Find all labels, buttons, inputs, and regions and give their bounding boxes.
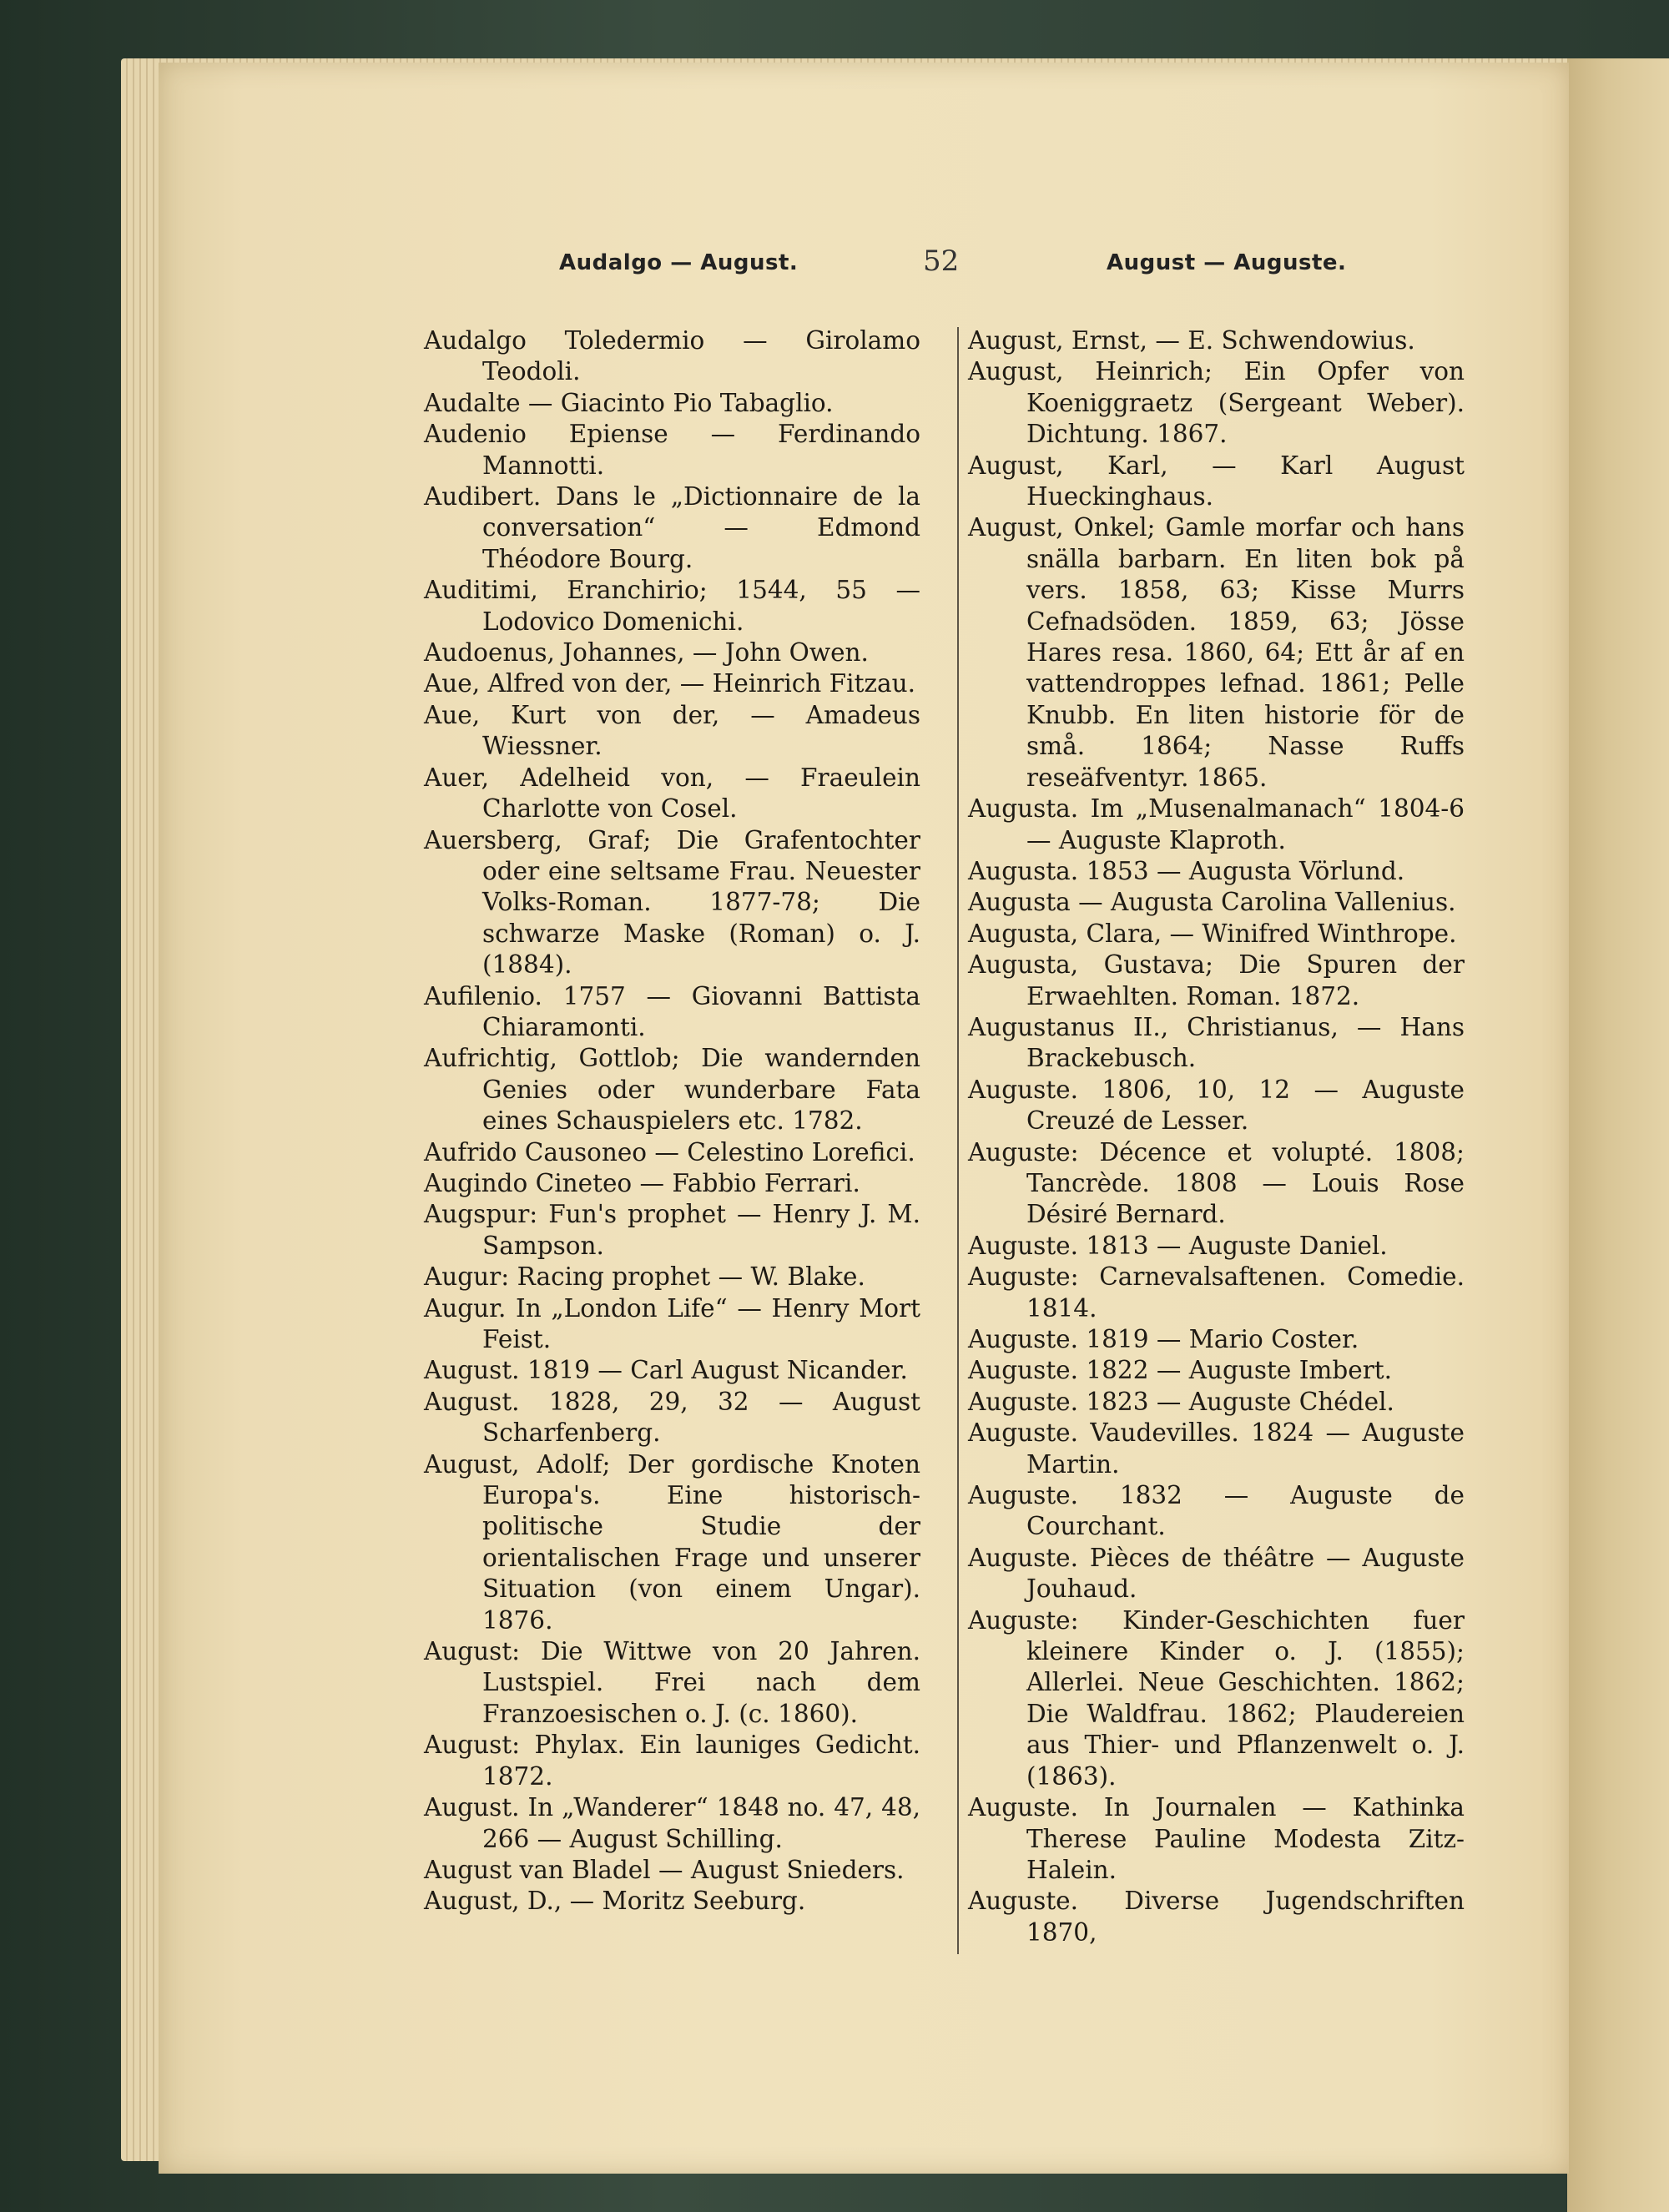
index-entry: Audenio Epiense — Ferdinando Mannotti. [424, 420, 920, 480]
index-entry: August: Die Wittwe von 20 Jahren. Lustspiel. Frei nach dem Franzoesischen o. J. (c. 1860). [424, 1637, 920, 1728]
index-entry: August, Heinrich; Ein Opfer von Koeniggraetz (Sergeant Weber). Dichtung. 1867. [968, 357, 1465, 449]
index-entry: August, Ernst, — E. Schwendowius. [968, 326, 1415, 355]
index-entry: Audalgo Toledermio — Girolamo Teodoli. [424, 326, 920, 386]
index-entry: August. 1828, 29, 32 — August Scharfenberg. [424, 1387, 920, 1448]
index-entry: Augur: Racing prophet — W. Blake. [424, 1262, 865, 1292]
index-entry: Auguste. Vaudevilles. 1824 — Auguste Martin. [968, 1418, 1465, 1479]
running-head-right: August — Auguste. [1107, 250, 1347, 275]
index-entry: August, Onkel; Gamle morfar och hans snälla barbarn. En liten bok på vers. 1858, 63; Kisse Murrs Cefnadsöden. 1859, 63; Jösse Hares resa. 1860, 64; Ett år af en vattendroppes lefnad. 1861; Pelle Knubb. En liten historie för de små. 1864; Nasse Ruffs reseäfventyr. 1865. [968, 513, 1465, 792]
index-entry: Audibert. Dans le „Dictionnaire de la conversation“ — Edmond Théodore Bourg. [424, 482, 920, 573]
index-entry: August: Phylax. Ein launiges Gedicht. 1872. [424, 1731, 920, 1791]
index-entry: Audalte — Giacinto Pio Tabaglio. [424, 388, 834, 417]
index-entry: Augusta — Augusta Carolina Vallenius. [968, 888, 1456, 917]
column-divider [957, 327, 959, 1954]
index-entry: Augindo Cineteo — Fabbio Ferrari. [424, 1168, 860, 1197]
page-gutter-edge [1567, 58, 1669, 2212]
index-entry: Aue, Alfred von der, — Heinrich Fitzau. [424, 669, 915, 698]
index-entry: Augusta, Gustava; Die Spuren der Erwaehlten. Roman. 1872. [968, 950, 1465, 1010]
index-entry: Aufilenio. 1757 — Giovanni Battista Chiaramonti. [424, 981, 920, 1041]
index-entry: August, D., — Moritz Seeburg. [424, 1887, 806, 1916]
index-entry: Auguste. 1822 — Auguste Imbert. [968, 1356, 1393, 1385]
index-entry: Auguste. In Journalen — Kathinka Therese Pauline Modesta Zitz-Halein. [968, 1793, 1465, 1884]
index-entry: Auersberg, Graf; Die Grafentochter oder eine seltsame Frau. Neuester Volks-Roman. 1877-78; Die schwarze Maske (Roman) o. J. (1884). [424, 825, 920, 980]
index-entry: Auguste. Diverse Jugendschriften 1870, [968, 1887, 1465, 1947]
index-entry: Augusta. 1853 — Augusta Vörlund. [968, 856, 1405, 885]
right-column [968, 325, 1465, 1948]
index-entry: Audoenus, Johannes, — John Owen. [424, 638, 869, 668]
index-entry: August van Bladel — August Snieders. [424, 1855, 905, 1884]
index-entry: Augusta. Im „Musenalmanach“ 1804-6 — Auguste Klaproth. [968, 794, 1465, 854]
index-entry: Auguste. 1806, 10, 12 — Auguste Creuzé de Lesser. [968, 1075, 1465, 1136]
left-column [424, 325, 920, 1917]
index-entry: Augur. In „London Life“ — Henry Mort Feist. [424, 1293, 920, 1353]
index-entry: Auguste: Kinder-Geschichten fuer kleinere Kinder o. J. (1855); Allerlei. Neue Geschichten. 1862; Die Waldfrau. 1862; Plaudereien aus Thier- und Pflanzenwelt o. J. (1863). [968, 1605, 1465, 1791]
index-entry: Auguste: Décence et volupté. 1808; Tancrède. 1808 — Louis Rose Désiré Bernard. [968, 1137, 1465, 1229]
index-entry: Auditimi, Eranchirio; 1544, 55 — Lodovico Domenichi. [424, 576, 920, 636]
index-entry: Augspur: Fun's prophet — Henry J. M. Sampson. [424, 1200, 920, 1260]
page-number: 52 [923, 244, 960, 278]
index-entry: Auguste. 1823 — Auguste Chédel. [968, 1387, 1394, 1416]
index-entry: Aufrido Causoneo — Celestino Lorefici. [424, 1137, 915, 1166]
index-entry: Auguste. 1832 — Auguste de Courchant. [968, 1481, 1465, 1541]
index-entry: August, Karl, — Karl August Hueckinghaus. [968, 451, 1465, 511]
index-entry: August. 1819 — Carl August Nicander. [424, 1356, 908, 1385]
index-entry: Auguste. 1813 — Auguste Daniel. [968, 1231, 1388, 1260]
index-entry: August. In „Wanderer“ 1848 no. 47, 48, 266 — August Schilling. [424, 1793, 920, 1853]
index-entry: Auguste: Carnevalsaftenen. Comedie. 1814. [968, 1262, 1465, 1323]
index-entry: Aue, Kurt von der, — Amadeus Wiessner. [424, 700, 920, 761]
index-entry: Aufrichtig, Gottlob; Die wandernden Genies oder wunderbare Fata eines Schauspielers etc. 1782. [424, 1044, 920, 1136]
running-head-left: Audalgo — August. [559, 250, 799, 275]
index-entry: August, Adolf; Der gordische Knoten Europa's. Eine historisch-politische Studie der orientalischen Frage und unserer Situation (von einem Ungar). 1876. [424, 1449, 920, 1635]
index-entry: Auer, Adelheid von, — Fraeulein Charlotte von Cosel. [424, 763, 920, 824]
index-entry: Auguste. 1819 — Mario Coster. [968, 1325, 1359, 1353]
index-entry: Augustanus II., Christianus, — Hans Brackebusch. [968, 1012, 1465, 1073]
index-entry: Auguste. Pièces de théâtre — Auguste Jouhaud. [968, 1543, 1465, 1604]
index-entry: Augusta, Clara, — Winifred Winthrope. [968, 919, 1457, 948]
